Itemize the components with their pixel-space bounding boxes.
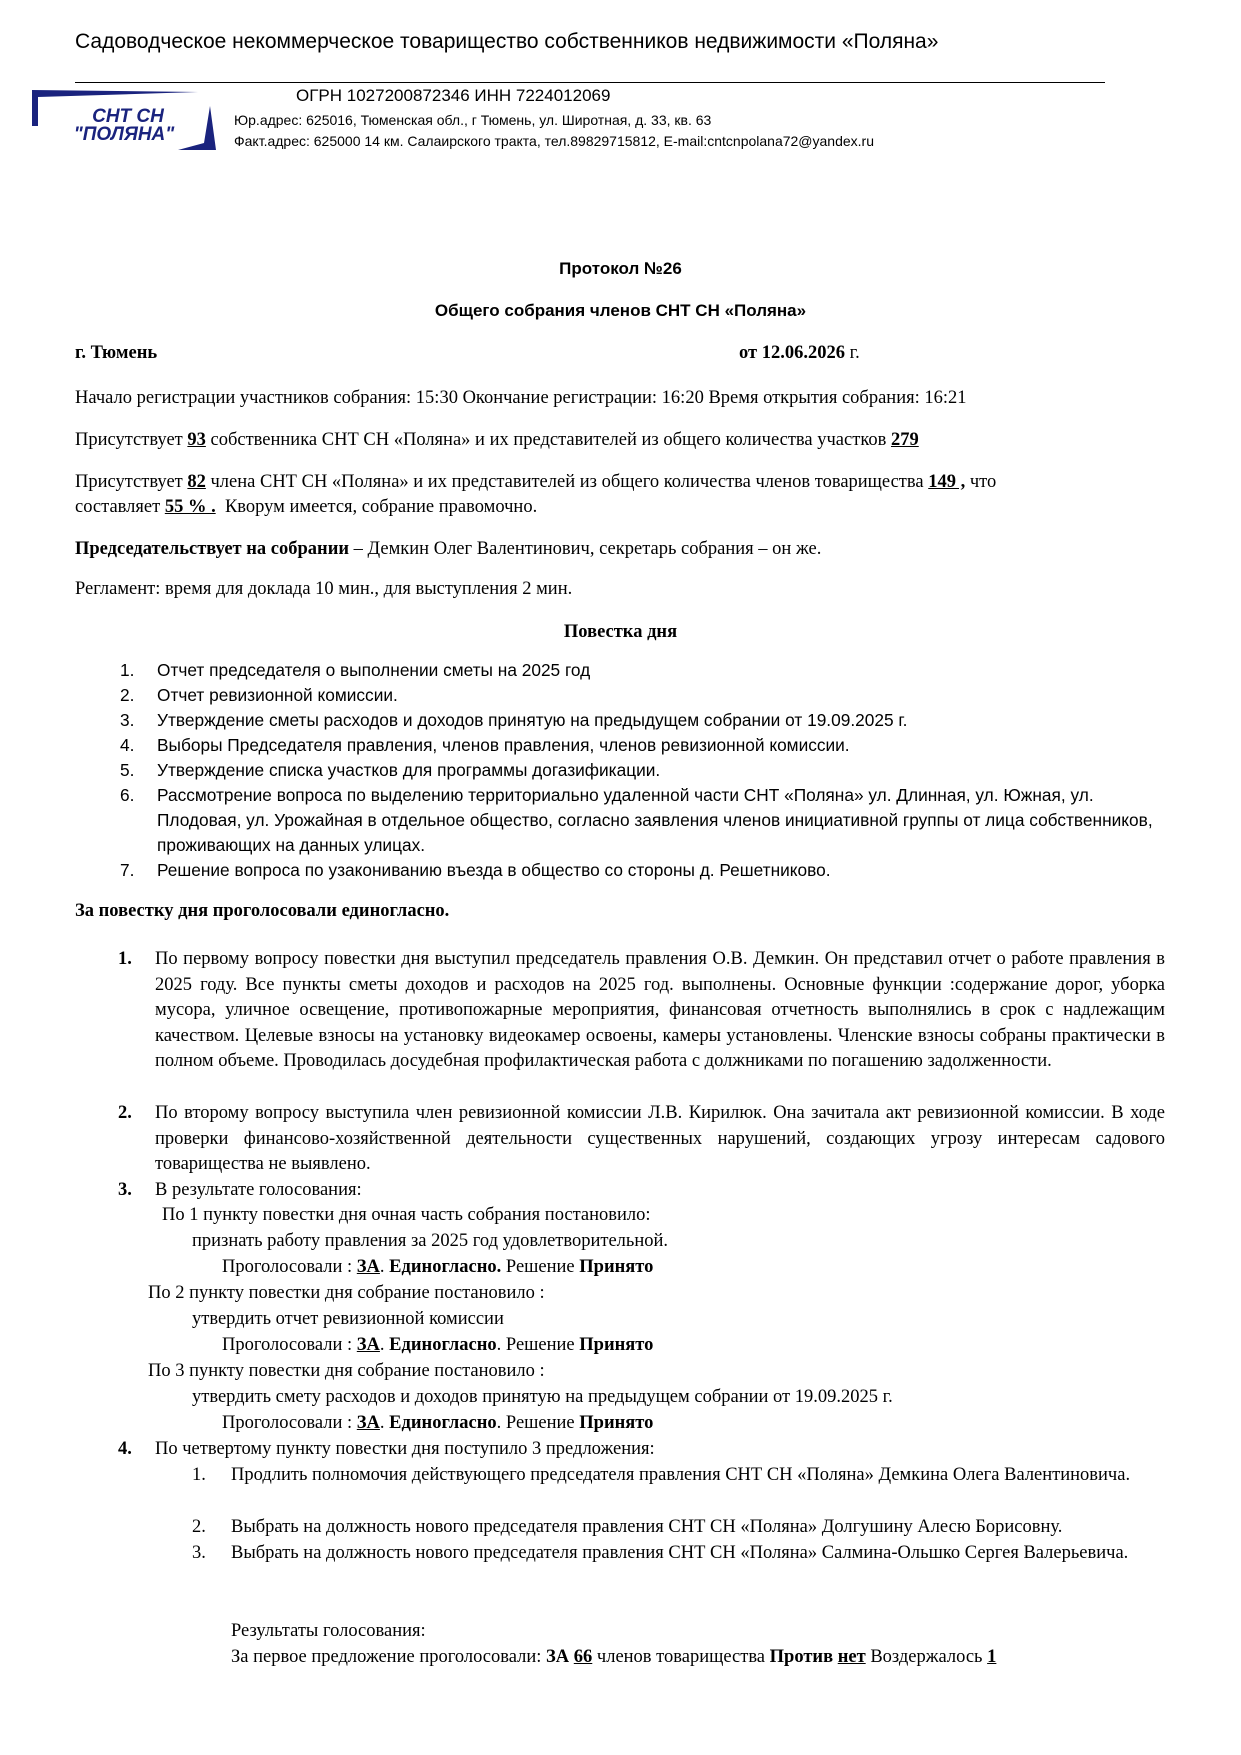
chair-text: – Демкин Олег Валентинович, секретарь собрания – он же. — [349, 539, 822, 559]
p3-vote: Проголосовали : ЗА. Единогласно. Решение Принято — [222, 1413, 654, 1433]
date-suffix: г. — [849, 343, 860, 363]
registration-times: Начало регистрации участников собрания: 15:30 Окончание регистрации: 16:20 Время открытия собрания: 16:21 — [75, 388, 967, 408]
header-rule — [75, 82, 1105, 83]
agenda-title: Повестка дня — [563, 622, 678, 642]
voting-results-line: За первое предложение проголосовали: ЗА 66 членов товарищества Против нет Воздержалось 1 — [231, 1647, 997, 1667]
members-total: 149 , — [928, 472, 966, 492]
abstain-value: 1 — [987, 1647, 997, 1667]
regulation: Регламент: время для доклада 10 мин., для выступления 2 мин. — [75, 579, 573, 599]
p1-vote: Проголосовали : ЗА. Единогласно. Решение Принято — [222, 1257, 654, 1277]
chair-line — [75, 537, 1165, 562]
date-value: 12.06.2026 — [761, 343, 845, 363]
members-count: 82 — [187, 472, 206, 492]
protocol-title: Протокол №26 — [559, 259, 682, 278]
legal-address: Юр.адрес: 625016, Тюменская обл., г Тюмень, ул. Широтная, д. 33, кв. 63 — [234, 112, 712, 128]
chair-label: Председательствует на собрании — [75, 539, 350, 559]
ogrn-inn: ОГРН 1027200872346 ИНН 7224012069 — [296, 86, 611, 105]
p2-vote: Проголосовали : ЗА. Единогласно. Решение Принято — [222, 1335, 654, 1355]
against-value: нет — [837, 1647, 866, 1667]
quorum-line: составляет 55 % . Кворум имеется, собрание правомочно. — [75, 497, 538, 517]
p1-intro: По 1 пункту повестки дня очная часть собрания постановило: — [162, 1205, 651, 1225]
agenda-vote: За повестку дня проголосовали единогласно. — [75, 901, 450, 921]
voting-results-title: Результаты голосования: — [231, 1621, 426, 1641]
organization-name: Садоводческое некоммерческое товарищество собственников недвижимости «Поляна» — [75, 30, 939, 53]
logo-line-2: "ПОЛЯНА" — [73, 124, 175, 145]
logo-line-1: СНТ СН — [92, 106, 164, 127]
p3-intro: По 3 пункту повестки дня собрание постановило : — [148, 1361, 545, 1381]
organization-logo — [28, 88, 223, 153]
date-prefix: от — [739, 343, 758, 363]
p3-decision: утвердить смету расходов и доходов принятую на предыдущем собрании от 19.09.2025 г. — [192, 1387, 893, 1407]
p1-decision: признать работу правления за 2025 год удовлетворительной. — [192, 1231, 669, 1251]
attendance-owners: Присутствует 93 собственника СНТ СН «Поляна» и их представителей из общего количества участков 279 — [75, 430, 919, 450]
plots-total: 279 — [890, 430, 919, 450]
actual-address: Факт.адрес: 625000 14 км. Салаирского тракта, тел.89829715812, E-mail:cntcnpolana72@yandex.ru — [234, 133, 875, 149]
logo-graphic — [28, 88, 223, 153]
za-count: 66 — [573, 1647, 593, 1667]
quorum-percent: 55 % . — [164, 497, 216, 517]
meeting-date — [739, 343, 860, 364]
p2-intro: По 2 пункту повестки дня собрание постановило : — [148, 1283, 545, 1303]
protocol-subtitle: Общего собрания членов СНТ СН «Поляна» — [434, 301, 807, 320]
p2-decision: утвердить отчет ревизионной комиссии — [192, 1309, 504, 1329]
owners-count: 93 — [187, 430, 206, 450]
attendance-members: Присутствует 82 члена СНТ СН «Поляна» и их представителей из общего количества членов товарищества 149 , что — [75, 472, 997, 492]
city: г. Тюмень — [75, 343, 158, 363]
